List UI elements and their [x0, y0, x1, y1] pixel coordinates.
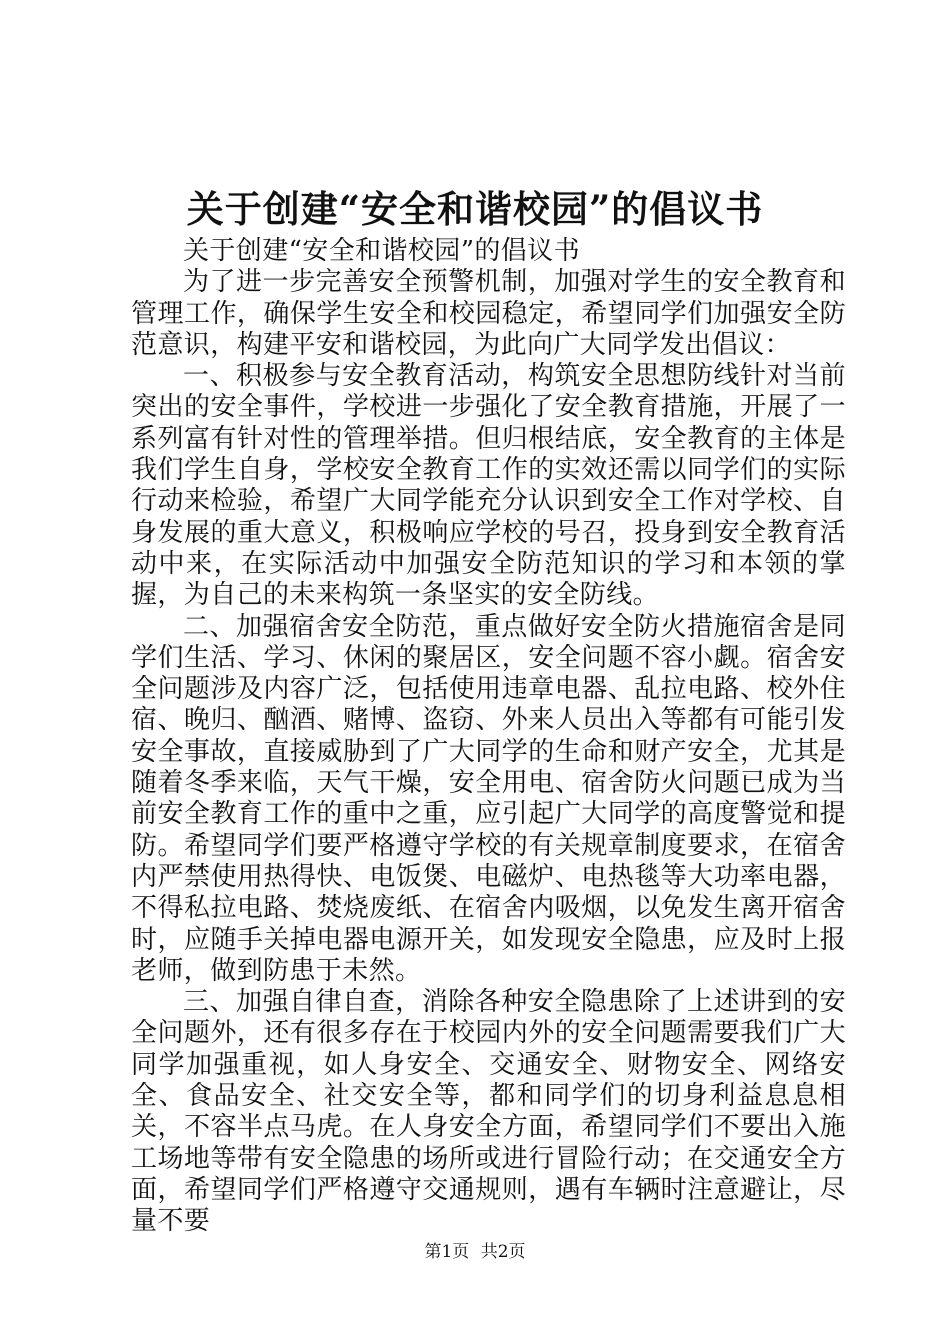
paragraph-section-3: 三、加强自律自查，消除各种安全隐患除了上述讲到的安全问题外，还有很多存在于校园内外的安全问题需要我们广大同学加强重视，如人身安全、交通安全、财物安全、网络安全、食品安全、社交安全等，都和同学们的切身利益息息相关，不容半点马虎。在人身安全方面，希望同学们不要出入施工场地等带有安全隐患的场所或进行冒险行动；在交通安全方面，希望同学们严格遵守交通规则，遇有车辆时注意避让，尽量不要	[131, 987, 846, 1237]
paragraph-intro: 为了进一步完善安全预警机制，加强对学生的安全教育和管理工作，确保学生安全和校园稳定，希望同学们加强安全防范意识，构建平安和谐校园，为此向广大同学发出倡议：	[131, 267, 846, 360]
paragraph-section-2: 二、加强宿舍安全防范，重点做好安全防火措施宿舍是同学们生活、学习、休闲的聚居区，安全问题不容小觑。宿舍安全问题涉及内容广泛，包括使用违章电器、乱拉电路、校外住宿、晚归、酗酒、赌博、盗窃、外来人员出入等都有可能引发安全事故，直接威胁到了广大同学的生命和财产安全，尤其是随着冬季来临，天气干燥，安全用电、宿舍防火问题已成为当前安全教育工作的重中之重，应引起广大同学的高度警觉和提防。希望同学们要严格遵守学校的有关规章制度要求，在宿舍内严禁使用热得快、电饭煲、电磁炉、电热毯等大功率电器，不得私拉电路、焚烧废纸、在宿舍内吸烟，以免发生离开宿舍时，应随手关掉电器电源开关，如发现安全隐患，应及时上报老师，做到防患于未然。	[131, 611, 846, 986]
document-body	[131, 236, 846, 1238]
page-footer	[0, 1240, 950, 1264]
document-title: 关于创建“安全和谐校园”的倡议书	[186, 187, 764, 231]
page-number: 第1页	[424, 1242, 470, 1262]
page-total: 共2页	[480, 1242, 526, 1262]
paragraph-subtitle: 关于创建“安全和谐校园”的倡议书	[183, 236, 580, 266]
paragraph-section-1: 一、积极参与安全教育活动，构筑安全思想防线针对当前突出的安全事件，学校进一步强化了安全教育措施，开展了一系列富有针对性的管理举措。但归根结底，安全教育的主体是我们学生自身，学校安全教育工作的实效还需以同学们的实际行动来检验，希望广大同学能充分认识到安全工作对学校、自身发展的重大意义，积极响应学校的号召，投身到安全教育活动中来，在实际活动中加强安全防范知识的学习和本领的掌握，为自己的未来构筑一条坚实的安全防线。	[131, 361, 846, 611]
